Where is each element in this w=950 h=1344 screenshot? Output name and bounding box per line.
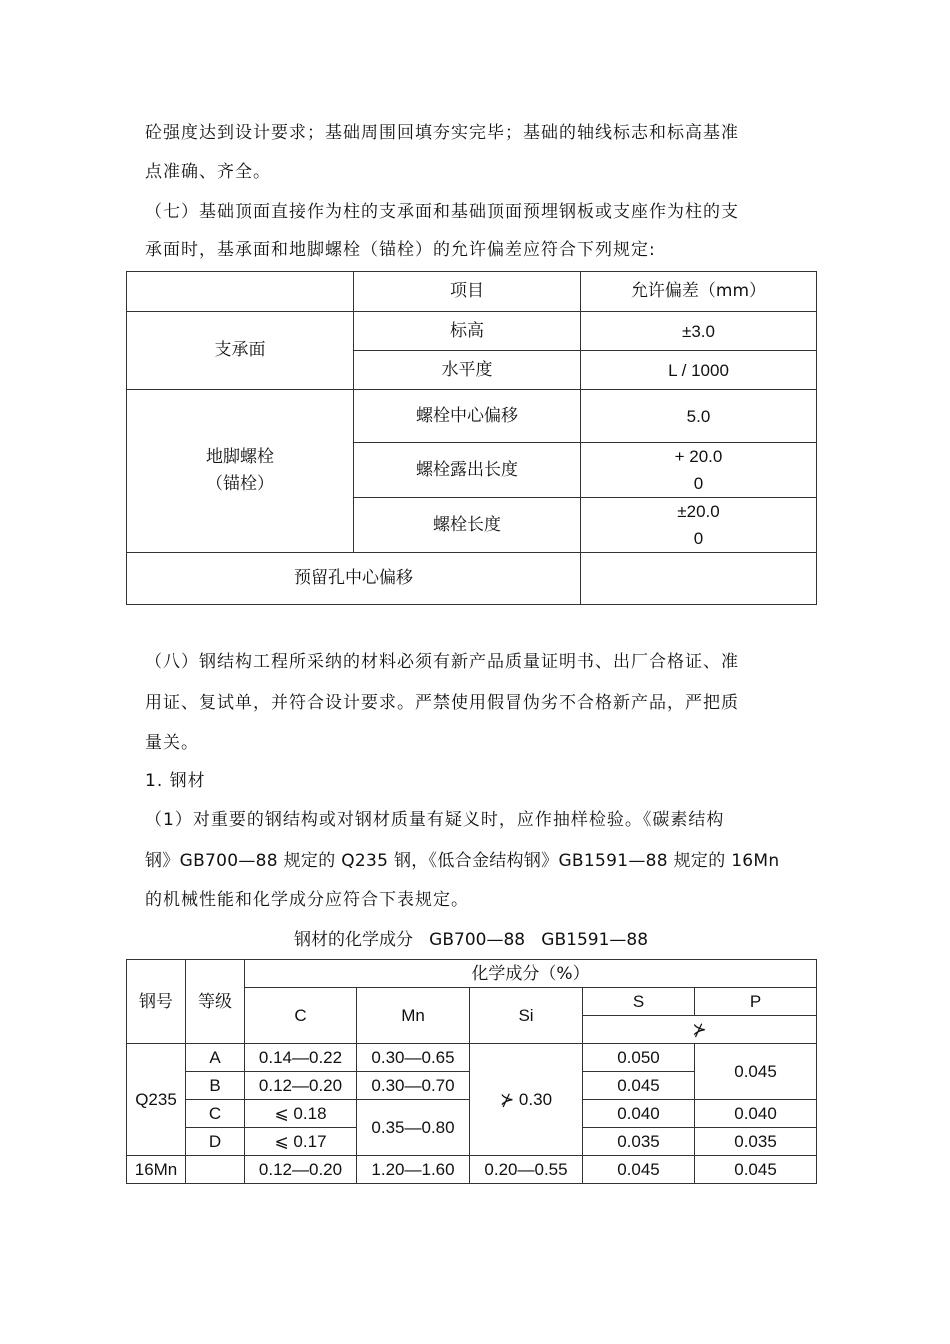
- header-grade-no: 钢号: [127, 960, 186, 1044]
- paragraph-line: 量关。: [145, 733, 199, 753]
- paragraph-line: 钢》GB700—88 规定的 Q235 钢，《低合金结构钢》GB1591—88 规定的 16Mn: [145, 851, 780, 871]
- table-cell: 0.035: [695, 1128, 817, 1156]
- chemical-composition-table: [126, 959, 817, 1184]
- table-cell: 0.050: [583, 1044, 695, 1072]
- header-mn: Mn: [357, 988, 470, 1044]
- table-caption: 钢材的化学成分 GB700—88 GB1591—88: [293, 930, 649, 950]
- table-cell: 1.20—1.60: [357, 1156, 470, 1184]
- table-cell: C: [186, 1100, 245, 1128]
- level-item: 水平度: [354, 351, 581, 390]
- paragraph-line: 承面时，基承面和地脚螺栓（锚栓）的允许偏差应符合下列规定:: [145, 240, 656, 260]
- reserved-hole-label: 预留孔中心偏移: [127, 553, 581, 605]
- tolerance-table: [126, 271, 817, 605]
- 16mn-grade: 16Mn: [127, 1156, 186, 1184]
- table-cell: B: [186, 1072, 245, 1100]
- bolt-length-upper: ±20.0: [677, 502, 720, 521]
- paragraph-line: （七）基础顶面直接作为柱的支承面和基础顶面预埋钢板或支座作为柱的支: [145, 202, 739, 222]
- header-blank: [127, 272, 354, 312]
- anchor-bolts-label-line2: （锚栓）: [206, 474, 274, 494]
- table-cell: 0.035: [583, 1128, 695, 1156]
- anchor-bolts-label-line1: 地脚螺栓: [206, 447, 274, 467]
- header-tolerance: 允许偏差（mm）: [581, 272, 817, 312]
- table-cell: 0.045: [583, 1072, 695, 1100]
- header-s: S: [583, 988, 695, 1016]
- elevation-item: 标高: [354, 312, 581, 351]
- bolt-center-value: 5.0: [581, 390, 817, 443]
- bolt-center-item: 螺栓中心偏移: [354, 390, 581, 443]
- bolt-exposed-lower: 0: [693, 474, 704, 493]
- table-cell: [186, 1156, 245, 1184]
- table-cell: 0.30—0.70: [357, 1072, 470, 1100]
- bolt-exposed-value: [581, 443, 817, 498]
- header-p: P: [695, 988, 817, 1016]
- paragraph-line: 砼强度达到设计要求；基础周围回填夯实完毕；基础的轴线标志和标高基准: [145, 123, 739, 143]
- elevation-value: ±3.0: [581, 312, 817, 351]
- paragraph-line: （八）钢结构工程所采纳的材料必须有新产品质量证明书、出厂合格证、准: [145, 652, 739, 672]
- q235-p-ab: 0.045: [695, 1044, 817, 1100]
- q235-mn-cd: 0.35—0.80: [357, 1100, 470, 1156]
- reserved-hole-value: [581, 553, 817, 605]
- table-cell: 0.12—0.20: [245, 1156, 357, 1184]
- bolt-length-item: 螺栓长度: [354, 498, 581, 553]
- table-cell: D: [186, 1128, 245, 1156]
- table-cell: 0.30—0.65: [357, 1044, 470, 1072]
- paragraph-line: 点准确、齐全。: [145, 162, 271, 182]
- level-value: L / 1000: [581, 351, 817, 390]
- table-cell: 0.14—0.22: [245, 1044, 357, 1072]
- q235-si: ⊁ 0.30: [470, 1044, 583, 1156]
- table-cell: 0.040: [695, 1100, 817, 1128]
- header-c: C: [245, 988, 357, 1044]
- bolt-length-value: [581, 498, 817, 553]
- anchor-bolts-label: [127, 390, 354, 553]
- table-cell: A: [186, 1044, 245, 1072]
- table-cell: 0.040: [583, 1100, 695, 1128]
- bolt-length-lower: 0: [693, 529, 704, 548]
- table-cell: 0.045: [695, 1156, 817, 1184]
- table-cell: ⩽ 0.18: [245, 1100, 357, 1128]
- header-not-greater: ⊁: [583, 1016, 817, 1044]
- support-surface-label: 支承面: [127, 312, 354, 390]
- section-heading: 1. 钢材: [145, 771, 206, 791]
- header-level: 等级: [186, 960, 245, 1044]
- bolt-exposed-upper: + 20.0: [674, 447, 723, 466]
- header-item: 项目: [354, 272, 581, 312]
- bolt-exposed-item: 螺栓露出长度: [354, 443, 581, 498]
- header-si: Si: [470, 988, 583, 1044]
- table-cell: 0.12—0.20: [245, 1072, 357, 1100]
- q235-grade: Q235: [127, 1044, 186, 1156]
- paragraph-line: 用证、复试单，并符合设计要求。严禁使用假冒伪劣不合格新产品，严把质: [145, 693, 739, 713]
- table-cell: 0.045: [583, 1156, 695, 1184]
- table-cell: 0.20—0.55: [470, 1156, 583, 1184]
- paragraph-line: 的机械性能和化学成分应符合下表规定。: [145, 890, 469, 910]
- header-composition: 化学成分（%）: [245, 960, 817, 988]
- paragraph-line: （1）对重要的钢结构或对钢材质量有疑义时，应作抽样检验。《碳素结构: [145, 810, 725, 830]
- table-cell: ⩽ 0.17: [245, 1128, 357, 1156]
